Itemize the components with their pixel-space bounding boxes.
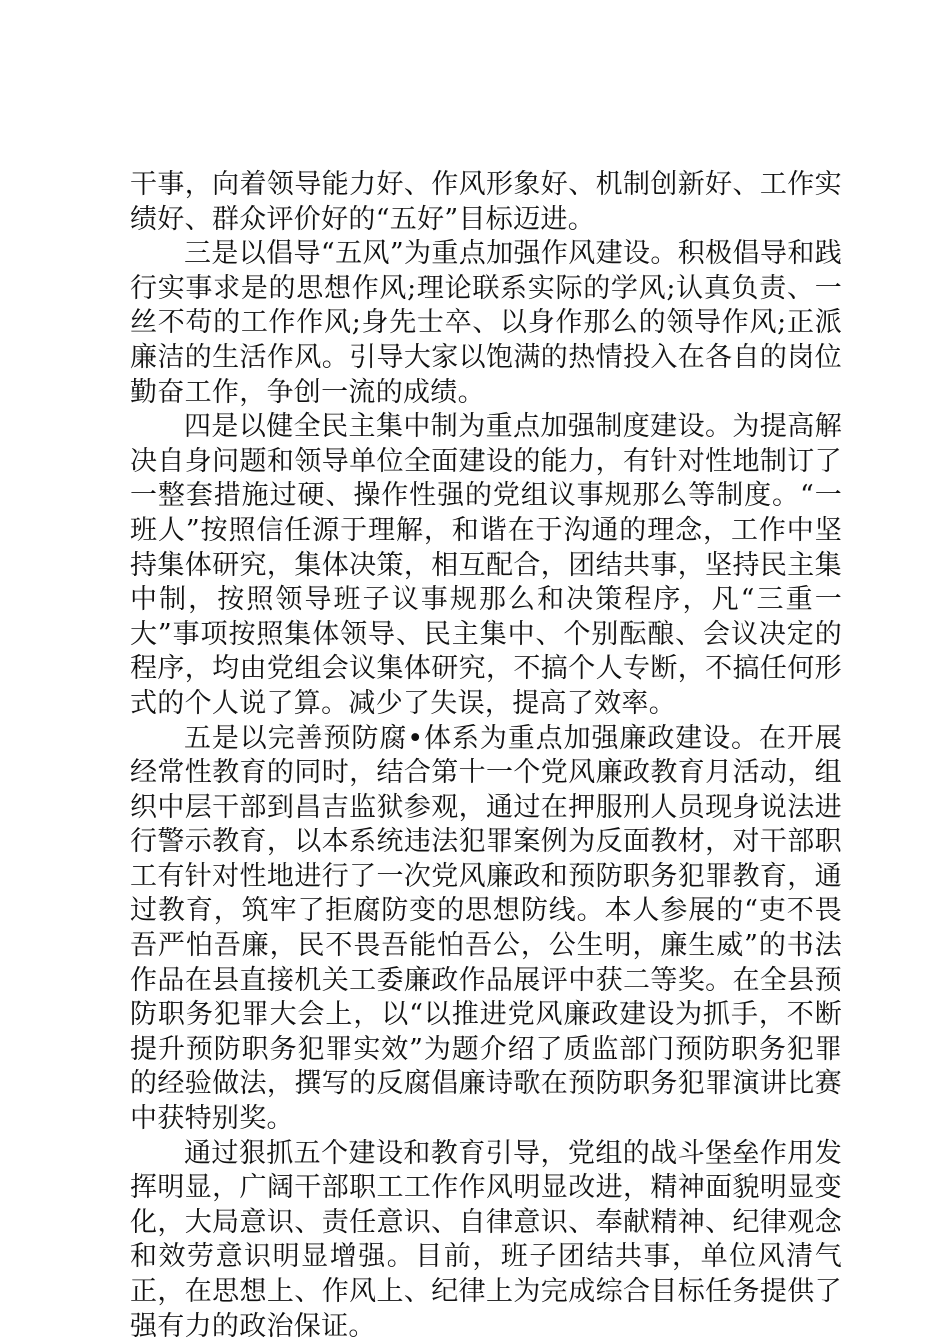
paragraph-summary: 通过狠抓五个建设和教育引导，党组的战斗堡垒作用发挥明显，广阔干部职工工作作风明显改进，精神面貌明显变化，大局意识、责任意识、自律意识、奉献精神、纪律观念和效劳意识明显增强。目前，班子团结共事，单位风清气正，在思想上、作风上、纪律上为完成综合目标任务提供了强有力的政治保证。: [130, 1137, 842, 1342]
paragraph-system-building: 四是以健全民主集中制为重点加强制度建设。为提高解决自身问题和领导单位全面建设的能力，有针对性地制订了一整套措施过硬、操作性强的党组议事规那么等制度。“一班人”按照信任源于理解，和谐在于沟通的理念，工作中坚持集体研究，集体决策，相互配合，团结共事，坚持民主集中制，按照领导班子议事规那么和决策程序，凡“三重一大”事项按照集体领导、民主集中、个别酝酿、会议决定的程序，均由党组会议集体研究，不搞个人专断，不搞任何形式的个人说了算。减少了失误，提高了效率。: [130, 411, 842, 719]
paragraph-integrity-building: 五是以完善预防腐•体系为重点加强廉政建设。在开展经常性教育的同时，结合第十一个党风廉政教育月活动，组织中层干部到昌吉监狱参观，通过在押服刑人员现身说法进行警示教育，以本系统违法犯罪案例为反面教材，对干部职工有针对性地进行了一次党风廉政和预防职务犯罪教育，通过教育，筑牢了拒腐防变的思想防线。本人参展的“吏不畏吾严怕吾廉，民不畏吾能怕吾公，公生明，廉生威”的书法作品在县直接机关工委廉政作品展评中获二等奖。在全县预防职务犯罪大会上，以“以推进党风廉政建设为抓手，不断提升预防职务犯罪实效”为题介绍了质监部门预防职务犯罪的经验做法，撰写的反腐倡廉诗歌在预防职务犯罪演讲比赛中获特别奖。: [130, 722, 842, 1135]
paragraph-continuation: 干事，向着领导能力好、作风形象好、机制创新好、工作实绩好、群众评价好的“五好”目标迈进。: [130, 169, 842, 235]
paragraph-style-building: 三是以倡导“五风”为重点加强作风建设。积极倡导和践行实事求是的思想作风;理论联系实际的学风;认真负责、一丝不苟的工作作风;身先士卒、以身作那么的领导作风;正派廉洁的生活作风。引导大家以饱满的热情投入在各自的岗位勤奋工作，争创一流的成绩。: [130, 238, 842, 408]
document-body: [130, 168, 842, 1344]
